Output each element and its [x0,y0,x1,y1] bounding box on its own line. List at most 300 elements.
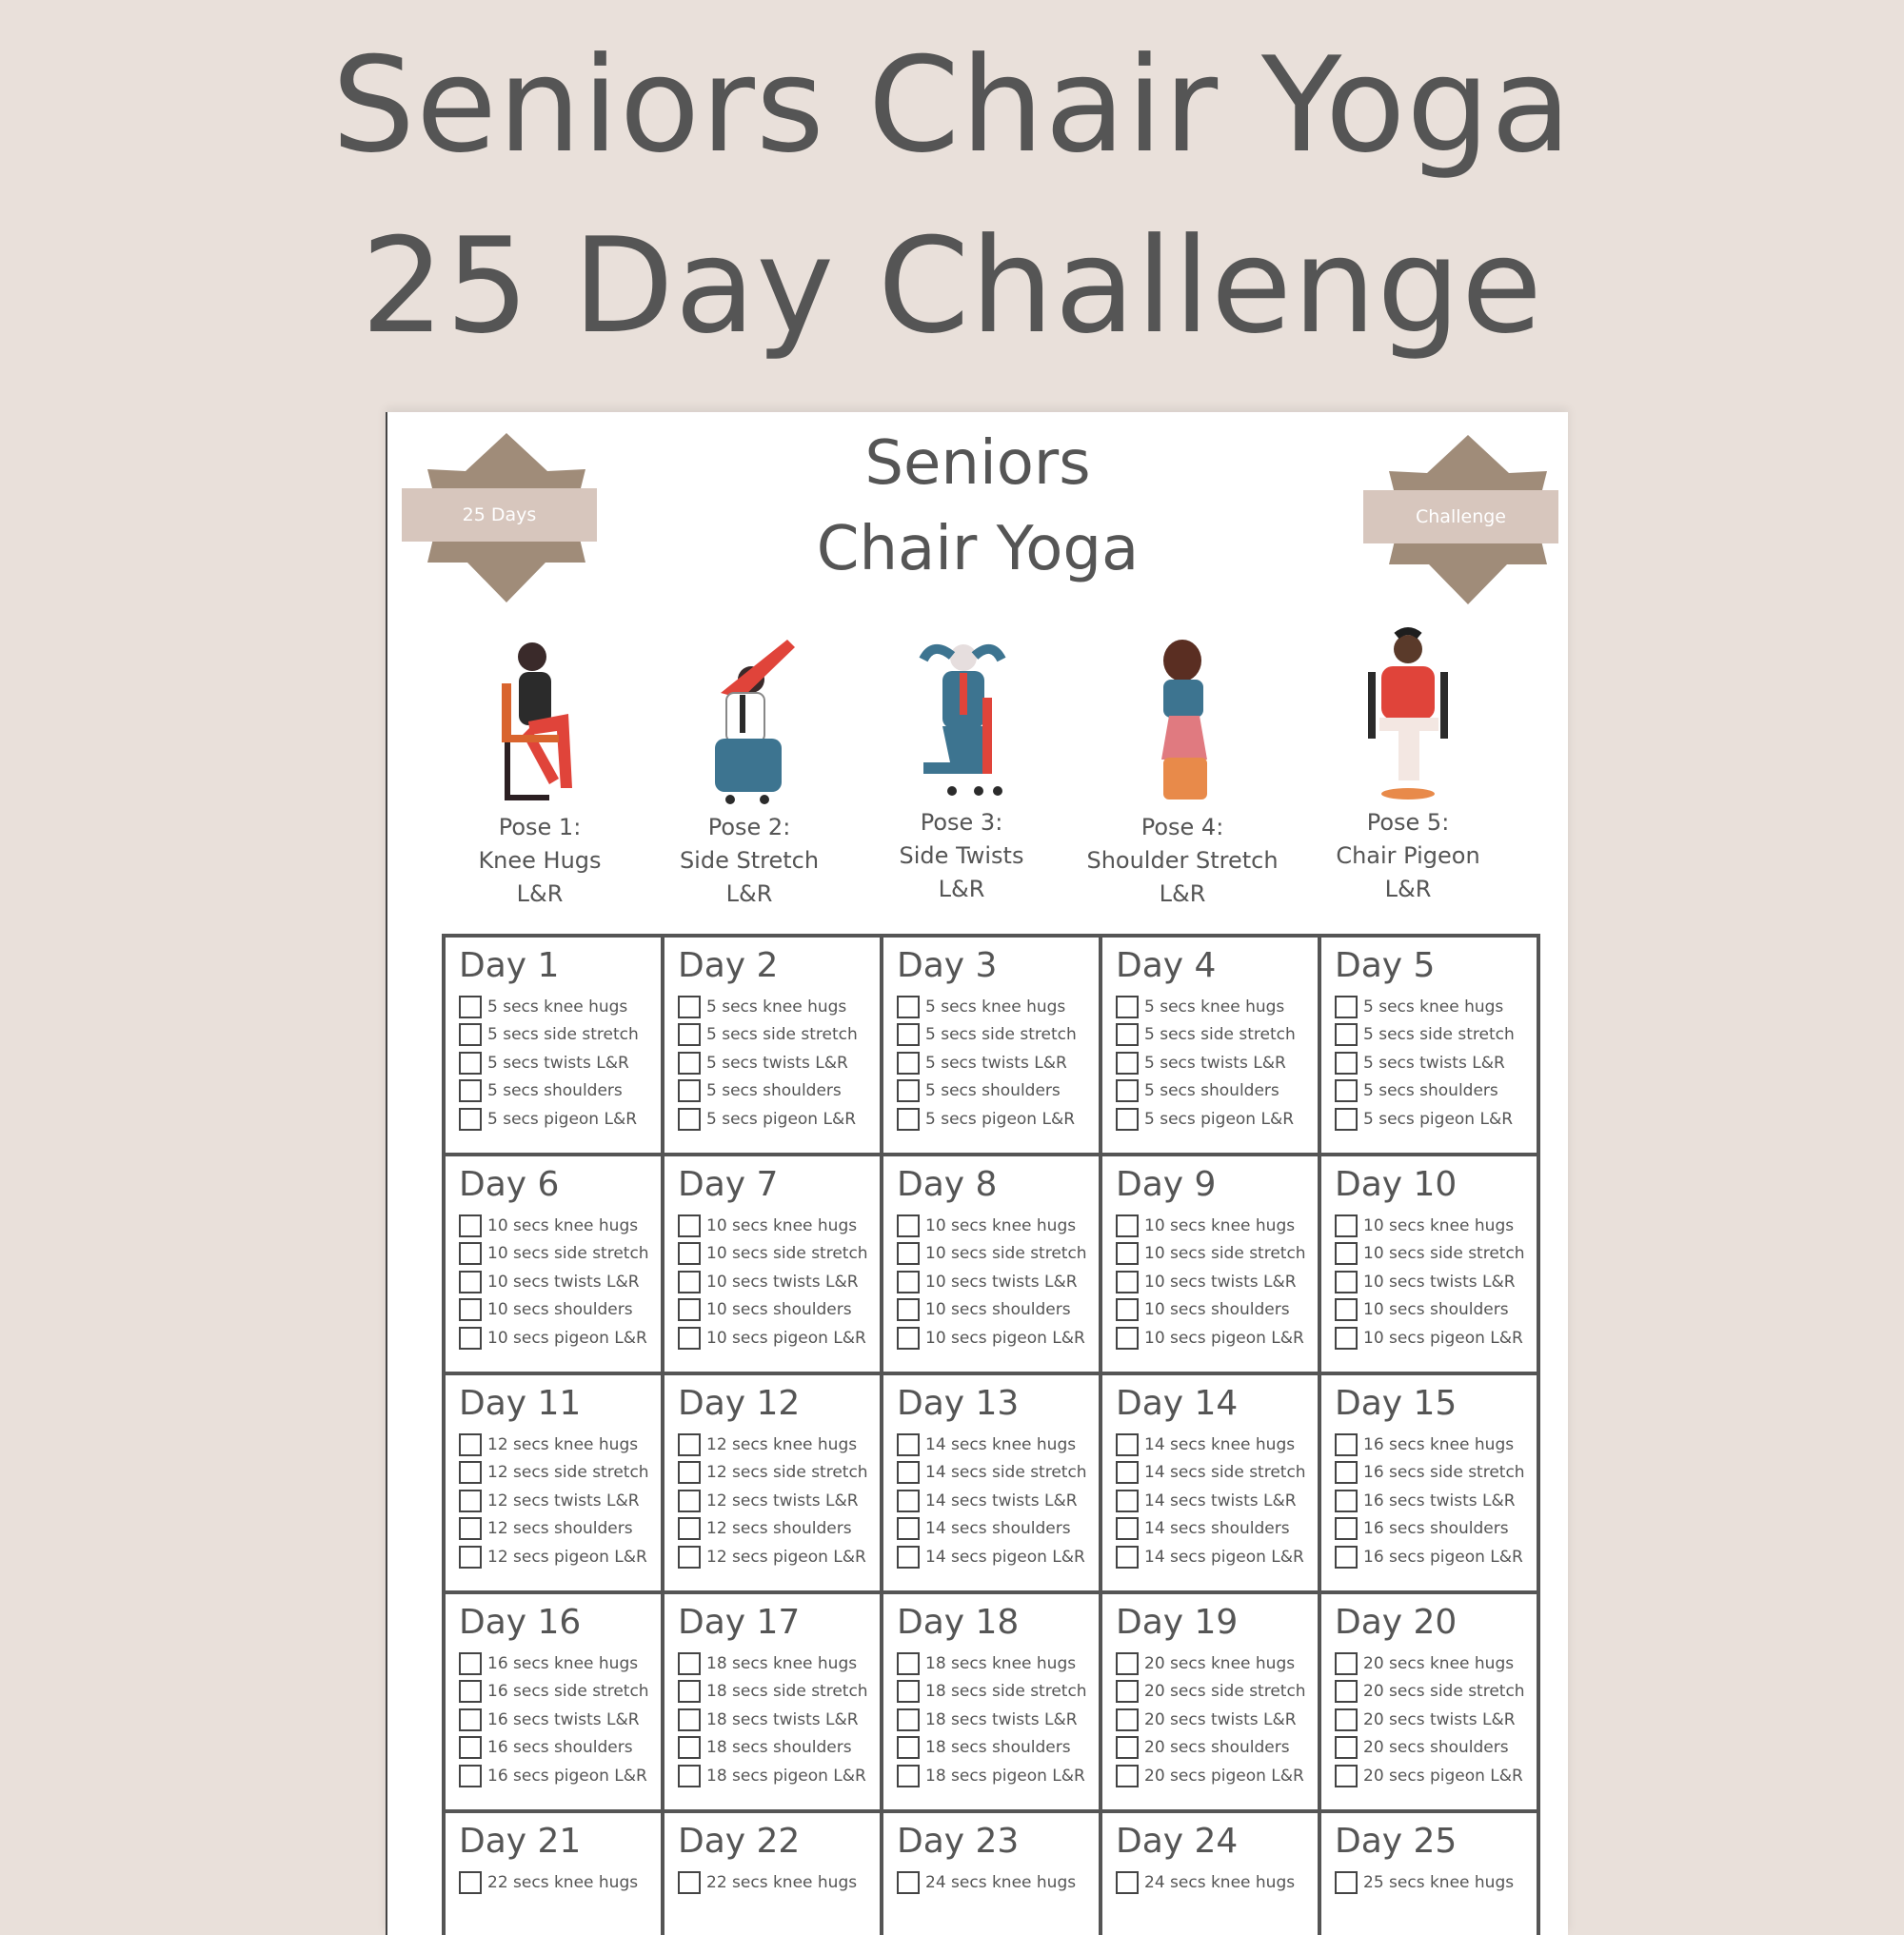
task-checkbox[interactable] [1335,1680,1358,1703]
task-checkbox[interactable] [678,1517,701,1540]
task-label: 12 secs knee hugs [706,1434,858,1454]
task-checkbox[interactable] [459,1242,482,1265]
task-checkbox[interactable] [678,1461,701,1484]
task-label: 5 secs shoulders [1363,1081,1498,1101]
day-cell [1321,1156,1540,1375]
task-label: 5 secs knee hugs [706,997,847,1017]
task-label: 5 secs side stretch [925,1025,1077,1045]
task-item [678,1678,870,1707]
pose-3-label: Pose 3: Side Twists L&R [899,809,1024,902]
pose-5-label: Pose 5: Chair Pigeon L&R [1336,809,1480,902]
task-label: 16 secs pigeon L&R [487,1766,647,1786]
day-cell [1321,1594,1540,1813]
chair-pigeon-pose-icon [1341,626,1475,802]
task-item [1335,1459,1527,1488]
task-checkbox[interactable] [1335,1708,1358,1731]
task-checkbox[interactable] [678,996,701,1018]
day-cell [1102,1813,1321,1935]
day-title: Day 2 [678,946,779,985]
task-label: 14 secs side stretch [1144,1463,1306,1483]
task-item [459,1324,651,1353]
task-item [1116,1543,1308,1571]
task-checkbox[interactable] [1335,1871,1358,1894]
task-label: 20 secs knee hugs [1144,1653,1296,1673]
day-cell [1321,1375,1540,1594]
task-label: 10 secs shoulders [1144,1300,1290,1320]
task-label: 18 secs knee hugs [925,1653,1077,1673]
task-label: 16 secs twists L&R [487,1709,640,1729]
task-checkbox[interactable] [897,1461,920,1484]
task-label: 14 secs pigeon L&R [925,1547,1085,1567]
task-checkbox[interactable] [1335,1242,1358,1265]
task-checkbox[interactable] [897,996,920,1018]
task-item [1116,1049,1308,1077]
task-checkbox[interactable] [1335,1736,1358,1759]
day-cell [1321,1813,1540,1935]
task-item [678,1212,870,1240]
task-item [459,1105,651,1134]
task-item [1335,1706,1527,1734]
task-label: 12 secs twists L&R [487,1491,640,1510]
day-title: Day 19 [1116,1603,1239,1642]
task-checkbox[interactable] [1335,1271,1358,1293]
task-checkbox[interactable] [1116,1271,1139,1293]
task-checkbox[interactable] [1116,1652,1139,1675]
day-title: Day 9 [1116,1165,1217,1204]
day-cell [883,1813,1102,1935]
task-item [1116,1515,1308,1544]
task-checkbox[interactable] [1116,1517,1139,1540]
task-item [1335,1515,1527,1544]
day-title: Day 11 [459,1384,582,1423]
task-item [1116,1077,1308,1106]
task-item [678,1649,870,1678]
task-checkbox[interactable] [678,1490,701,1512]
task-checkbox[interactable] [1116,1736,1139,1759]
task-item [1116,1649,1308,1678]
task-item [1116,1431,1308,1459]
day-title: Day 24 [1116,1822,1239,1861]
task-item [459,1212,651,1240]
task-checkbox[interactable] [897,1652,920,1675]
task-item [897,1296,1089,1325]
task-checkbox[interactable] [897,1327,920,1350]
task-checkbox[interactable] [459,1517,482,1540]
task-checkbox[interactable] [678,1214,701,1237]
task-label: 14 secs knee hugs [1144,1434,1296,1454]
task-item [897,993,1089,1021]
task-checkbox[interactable] [1335,1765,1358,1787]
task-checkbox[interactable] [1116,1461,1139,1484]
task-item [1335,1212,1527,1240]
task-item [678,1734,870,1763]
task-item [678,1762,870,1790]
knee-hugs-pose-icon [473,636,606,807]
task-checkbox[interactable] [1116,996,1139,1018]
day-cell [446,938,664,1156]
task-item [459,1049,651,1077]
task-label: 5 secs twists L&R [487,1053,629,1073]
task-label: 16 secs side stretch [1363,1463,1525,1483]
task-label: 10 secs twists L&R [925,1272,1078,1292]
side-stretch-pose-icon [683,636,816,807]
task-checkbox[interactable] [459,1736,482,1759]
task-item [897,1706,1089,1734]
pose-5 [1299,626,1517,906]
day-title: Day 22 [678,1822,801,1861]
task-checkbox[interactable] [1116,1242,1139,1265]
day-cell [1102,1594,1321,1813]
task-label: 16 secs twists L&R [1363,1491,1516,1510]
task-item [897,1431,1089,1459]
day-cell [883,1156,1102,1375]
task-checkbox[interactable] [678,1652,701,1675]
task-checkbox[interactable] [678,1108,701,1131]
day-title: Day 21 [459,1822,582,1861]
task-checkbox[interactable] [459,1271,482,1293]
day-title: Day 7 [678,1165,779,1204]
task-label: 5 secs pigeon L&R [706,1109,857,1129]
task-item [1335,1324,1527,1353]
task-checkbox[interactable] [1116,1871,1139,1894]
task-checkbox[interactable] [1335,1433,1358,1456]
task-label: 22 secs knee hugs [706,1872,858,1892]
task-label: 14 secs knee hugs [925,1434,1077,1454]
task-label: 12 secs pigeon L&R [487,1547,647,1567]
day-cell [1102,1375,1321,1594]
task-item [459,993,651,1021]
task-checkbox[interactable] [897,1214,920,1237]
task-checkbox[interactable] [897,1433,920,1456]
task-item [1335,1543,1527,1571]
pose-1 [430,636,649,911]
task-checkbox[interactable] [678,1433,701,1456]
task-label: 16 secs knee hugs [1363,1434,1515,1454]
task-item [897,1762,1089,1790]
task-checkbox[interactable] [897,1708,920,1731]
badge-left-label: 25 Days [402,488,597,542]
task-item [897,1868,1089,1897]
day-cell [664,938,883,1156]
task-label: 12 secs knee hugs [487,1434,639,1454]
task-label: 5 secs twists L&R [925,1053,1067,1073]
task-checkbox[interactable] [459,996,482,1018]
task-label: 10 secs twists L&R [1144,1272,1297,1292]
challenge-sheet [386,412,1568,1935]
task-checkbox[interactable] [1116,1214,1139,1237]
day-title: Day 4 [1116,946,1217,985]
task-item [897,1240,1089,1269]
task-checkbox[interactable] [897,1490,920,1512]
title-line-2: 25 Day Challenge [361,209,1543,363]
task-checkbox[interactable] [1335,1490,1358,1512]
task-label: 12 secs shoulders [706,1519,852,1539]
task-checkbox[interactable] [897,1023,920,1046]
task-item [897,1734,1089,1763]
task-checkbox[interactable] [897,1079,920,1102]
task-checkbox[interactable] [897,1871,920,1894]
task-label: 14 secs twists L&R [1144,1491,1297,1510]
day-cell [664,1594,883,1813]
day-title: Day 25 [1335,1822,1458,1861]
task-checkbox[interactable] [897,1052,920,1075]
task-label: 20 secs side stretch [1144,1682,1306,1702]
task-checkbox[interactable] [678,1079,701,1102]
task-checkbox[interactable] [1116,1490,1139,1512]
task-label: 18 secs pigeon L&R [706,1766,866,1786]
task-checkbox[interactable] [678,1765,701,1787]
task-checkbox[interactable] [459,1546,482,1569]
task-label: 16 secs side stretch [487,1682,649,1702]
task-item [459,1543,651,1571]
task-label: 10 secs knee hugs [1144,1215,1296,1235]
task-item [897,1268,1089,1296]
pose-2-label: Pose 2: Side Stretch L&R [679,814,820,907]
task-checkbox[interactable] [678,1708,701,1731]
task-label: 5 secs twists L&R [706,1053,848,1073]
task-item [678,1543,870,1571]
task-label: 10 secs twists L&R [706,1272,859,1292]
task-label: 5 secs knee hugs [1144,997,1285,1017]
task-label: 12 secs side stretch [487,1463,649,1483]
task-checkbox[interactable] [1116,1327,1139,1350]
task-checkbox[interactable] [1335,1052,1358,1075]
task-checkbox[interactable] [897,1242,920,1265]
task-item [459,1734,651,1763]
task-item [678,1268,870,1296]
task-label: 18 secs knee hugs [706,1653,858,1673]
task-label: 10 secs shoulders [925,1300,1071,1320]
task-label: 16 secs shoulders [487,1738,633,1758]
task-item [897,1459,1089,1488]
task-item [897,1678,1089,1707]
task-checkbox[interactable] [897,1736,920,1759]
task-checkbox[interactable] [897,1271,920,1293]
task-checkbox[interactable] [459,1433,482,1456]
task-item [1335,1105,1527,1134]
task-checkbox[interactable] [1335,1517,1358,1540]
task-checkbox[interactable] [678,1023,701,1046]
task-label: 10 secs shoulders [487,1300,633,1320]
task-checkbox[interactable] [1335,1546,1358,1569]
task-label: 5 secs knee hugs [487,997,628,1017]
task-checkbox[interactable] [1116,1079,1139,1102]
task-checkbox[interactable] [678,1242,701,1265]
task-checkbox[interactable] [1335,1461,1358,1484]
task-item [678,993,870,1021]
task-label: 18 secs shoulders [925,1738,1071,1758]
task-item [897,1515,1089,1544]
task-checkbox[interactable] [1116,1708,1139,1731]
task-label: 14 secs twists L&R [925,1491,1078,1510]
task-checkbox[interactable] [1116,1298,1139,1321]
task-label: 10 secs side stretch [1144,1244,1306,1264]
task-checkbox[interactable] [1335,1327,1358,1350]
task-label: 10 secs pigeon L&R [925,1328,1085,1348]
task-checkbox[interactable] [459,1490,482,1512]
day-cell [446,1375,664,1594]
task-item [897,1212,1089,1240]
task-item [678,1459,870,1488]
day-title: Day 10 [1335,1165,1458,1204]
task-label: 20 secs knee hugs [1363,1653,1515,1673]
task-label: 20 secs pigeon L&R [1144,1766,1304,1786]
task-checkbox[interactable] [678,1327,701,1350]
day-title: Day 3 [897,946,998,985]
day-grid [442,934,1540,1935]
task-label: 10 secs side stretch [1363,1244,1525,1264]
task-label: 5 secs twists L&R [1144,1053,1286,1073]
task-item [459,1431,651,1459]
task-label: 5 secs shoulders [706,1081,842,1101]
task-checkbox[interactable] [459,1327,482,1350]
day-title: Day 5 [1335,946,1436,985]
task-item [1116,1021,1308,1050]
task-item [1116,1268,1308,1296]
task-checkbox[interactable] [678,1052,701,1075]
task-checkbox[interactable] [459,1108,482,1131]
task-item [897,1105,1089,1134]
task-checkbox[interactable] [459,1052,482,1075]
day-cell [883,938,1102,1156]
task-checkbox[interactable] [897,1546,920,1569]
day-title: Day 15 [1335,1384,1458,1423]
task-checkbox[interactable] [1116,1765,1139,1787]
task-label: 18 secs side stretch [706,1682,868,1702]
day-cell [883,1375,1102,1594]
task-label: 5 secs twists L&R [1363,1053,1505,1073]
task-checkbox[interactable] [1116,1023,1139,1046]
badge-right-label: Challenge [1363,490,1558,543]
task-checkbox[interactable] [1116,1433,1139,1456]
task-checkbox[interactable] [1335,1108,1358,1131]
task-item [1116,1459,1308,1488]
task-checkbox[interactable] [459,1298,482,1321]
task-label: 10 secs shoulders [1363,1300,1509,1320]
task-label: 14 secs pigeon L&R [1144,1547,1304,1567]
day-title: Day 13 [897,1384,1020,1423]
task-checkbox[interactable] [1116,1546,1139,1569]
task-checkbox[interactable] [459,1708,482,1731]
task-checkbox[interactable] [678,1736,701,1759]
day-cell [883,1594,1102,1813]
task-checkbox[interactable] [678,1871,701,1894]
task-label: 10 secs knee hugs [1363,1215,1515,1235]
task-item [897,1487,1089,1515]
day-cell [664,1813,883,1935]
day-title: Day 1 [459,946,560,985]
task-checkbox[interactable] [1116,1680,1139,1703]
title-line-1: Seniors Chair Yoga [331,29,1573,182]
day-title: Day 17 [678,1603,801,1642]
task-checkbox[interactable] [678,1298,701,1321]
task-item [1116,1734,1308,1763]
task-item [459,1762,651,1790]
task-checkbox[interactable] [678,1271,701,1293]
task-item [1335,1021,1527,1050]
task-checkbox[interactable] [897,1517,920,1540]
day-title: Day 12 [678,1384,801,1423]
task-label: 5 secs knee hugs [925,997,1066,1017]
task-label: 18 secs pigeon L&R [925,1766,1085,1786]
task-checkbox[interactable] [459,1079,482,1102]
task-label: 5 secs shoulders [925,1081,1061,1101]
task-item [678,1324,870,1353]
task-item [1335,1487,1527,1515]
task-checkbox[interactable] [459,1871,482,1894]
task-item [1116,1678,1308,1707]
task-label: 10 secs shoulders [706,1300,852,1320]
task-checkbox[interactable] [459,1765,482,1787]
task-checkbox[interactable] [897,1680,920,1703]
pose-2 [640,636,859,911]
day-title: Day 18 [897,1603,1020,1642]
day-cell [1102,1156,1321,1375]
day-cell [1321,938,1540,1156]
task-label: 16 secs pigeon L&R [1363,1547,1523,1567]
task-label: 10 secs side stretch [487,1244,649,1264]
task-label: 5 secs pigeon L&R [1363,1109,1514,1129]
task-checkbox[interactable] [897,1298,920,1321]
side-twists-pose-icon [895,631,1028,802]
task-checkbox[interactable] [1335,1298,1358,1321]
task-checkbox[interactable] [459,1214,482,1237]
task-item [678,1105,870,1134]
task-label: 5 secs knee hugs [1363,997,1504,1017]
task-item [1335,1240,1527,1269]
task-label: 20 secs shoulders [1363,1738,1509,1758]
task-item [1335,1649,1527,1678]
task-checkbox[interactable] [459,1461,482,1484]
task-checkbox[interactable] [459,1680,482,1703]
task-checkbox[interactable] [459,1023,482,1046]
task-label: 10 secs knee hugs [925,1215,1077,1235]
task-label: 10 secs pigeon L&R [1144,1328,1304,1348]
shoulder-stretch-pose-icon [1116,636,1249,807]
task-checkbox[interactable] [1335,1652,1358,1675]
task-item [1116,1212,1308,1240]
day-cell [1102,938,1321,1156]
task-item [459,1706,651,1734]
task-label: 22 secs knee hugs [487,1872,639,1892]
task-checkbox[interactable] [678,1680,701,1703]
task-item [1335,1868,1527,1897]
task-label: 5 secs shoulders [487,1081,623,1101]
task-checkbox[interactable] [1335,1079,1358,1102]
task-item [897,1649,1089,1678]
task-checkbox[interactable] [897,1765,920,1787]
task-checkbox[interactable] [1335,996,1358,1018]
task-checkbox[interactable] [1335,1023,1358,1046]
day-cell [446,1594,664,1813]
task-item [1116,1105,1308,1134]
task-item [678,1868,870,1897]
task-checkbox[interactable] [459,1652,482,1675]
task-item [897,1021,1089,1050]
task-item [459,1240,651,1269]
task-checkbox[interactable] [1335,1214,1358,1237]
task-label: 20 secs shoulders [1144,1738,1290,1758]
task-checkbox[interactable] [1116,1108,1139,1131]
pose-1-label: Pose 1: Knee Hugs L&R [478,814,602,907]
task-item [459,1296,651,1325]
task-label: 5 secs side stretch [706,1025,858,1045]
task-item [897,1049,1089,1077]
task-checkbox[interactable] [678,1546,701,1569]
day-title: Day 6 [459,1165,560,1204]
task-checkbox[interactable] [1116,1052,1139,1075]
task-checkbox[interactable] [897,1108,920,1131]
